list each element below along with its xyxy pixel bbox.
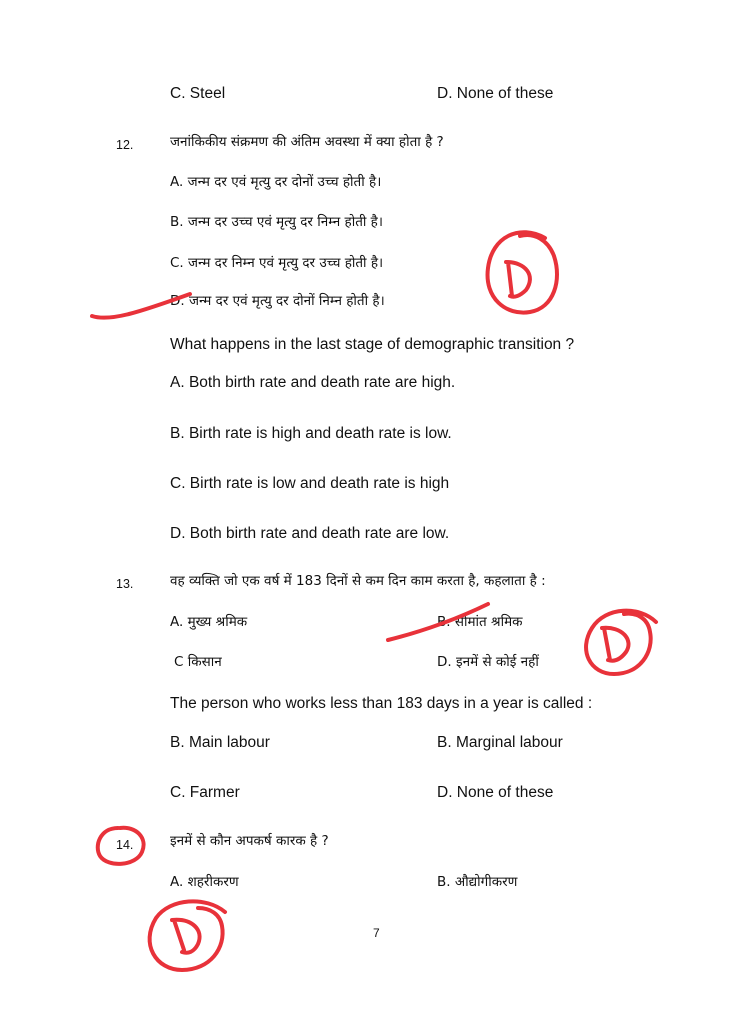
q14-circled-d-mark — [150, 901, 225, 970]
q12-english-question: What happens in the last stage of demographic transition ? — [170, 336, 575, 353]
q11-option-d: D. None of these — [437, 85, 554, 102]
q13-number: 13. — [116, 577, 134, 591]
q13-english-option-b: B. Marginal labour — [437, 734, 563, 751]
q12-hindi-option-b: B. जन्म दर उच्च एवं मृत्यु दर निम्न होती है। — [170, 214, 383, 230]
q13-circled-d-mark — [586, 611, 656, 674]
q12-circled-d-mark — [488, 232, 557, 312]
q12-english-option-c: C. Birth rate is low and death rate is high — [170, 475, 450, 492]
q12-english-option-d: D. Both birth rate and death rate are low. — [170, 525, 450, 542]
q14-hindi-option-a: A. शहरीकरण — [170, 874, 239, 890]
q13-english-option-c: C. Farmer — [170, 784, 240, 801]
q12-hindi-option-c: C. जन्म दर निम्न एवं मृत्यु दर उच्च होती है। — [170, 255, 384, 271]
q12-english-option-a: A. Both birth rate and death rate are high. — [170, 374, 456, 391]
q13-hindi-option-c: C किसान — [174, 654, 222, 670]
q12-hindi-option-d: D. जन्म दर एवं मृत्यु दर दोनों निम्न होती है। — [170, 293, 385, 309]
q13-english-option-d: D. None of these — [437, 784, 554, 801]
q13-english-question: The person who works less than 183 days in a year is called : — [170, 695, 593, 712]
q12-english-option-b: B. Birth rate is high and death rate is low. — [170, 425, 452, 442]
q12-number: 12. — [116, 138, 134, 152]
q11-option-c: C. Steel — [170, 85, 226, 102]
q13-letter-d-mark — [602, 628, 629, 661]
q13-english-option-a: B. Main labour — [170, 734, 270, 751]
q12-hindi-question: जनांकिकीय संक्रमण की अंतिम अवस्था में क्या होता है ? — [170, 134, 444, 150]
q12-hindi-option-a: A. जन्म दर एवं मृत्यु दर दोनों उच्च होती है। — [170, 174, 382, 190]
q14-number: 14. — [116, 838, 134, 852]
q13-hindi-option-d: D. इनमें से कोई नहीं — [437, 654, 539, 670]
q14-hindi-question: इनमें से कौन अपकर्ष कारक है ? — [170, 833, 329, 849]
q13-hindi-option-a: A. मुख्य श्रमिक — [170, 614, 248, 630]
q14-hindi-option-b: B. औद्योगीकरण — [437, 874, 518, 890]
q14-letter-d-mark — [172, 920, 200, 953]
q13-hindi-question: वह व्यक्ति जो एक वर्ष में 183 दिनों से कम दिन काम करता है, कहलाता है : — [170, 573, 546, 589]
page-number: 7 — [373, 926, 380, 940]
q12-letter-d-mark — [506, 262, 530, 297]
q13-hindi-option-b: B. सीमांत श्रमिक — [437, 614, 523, 630]
